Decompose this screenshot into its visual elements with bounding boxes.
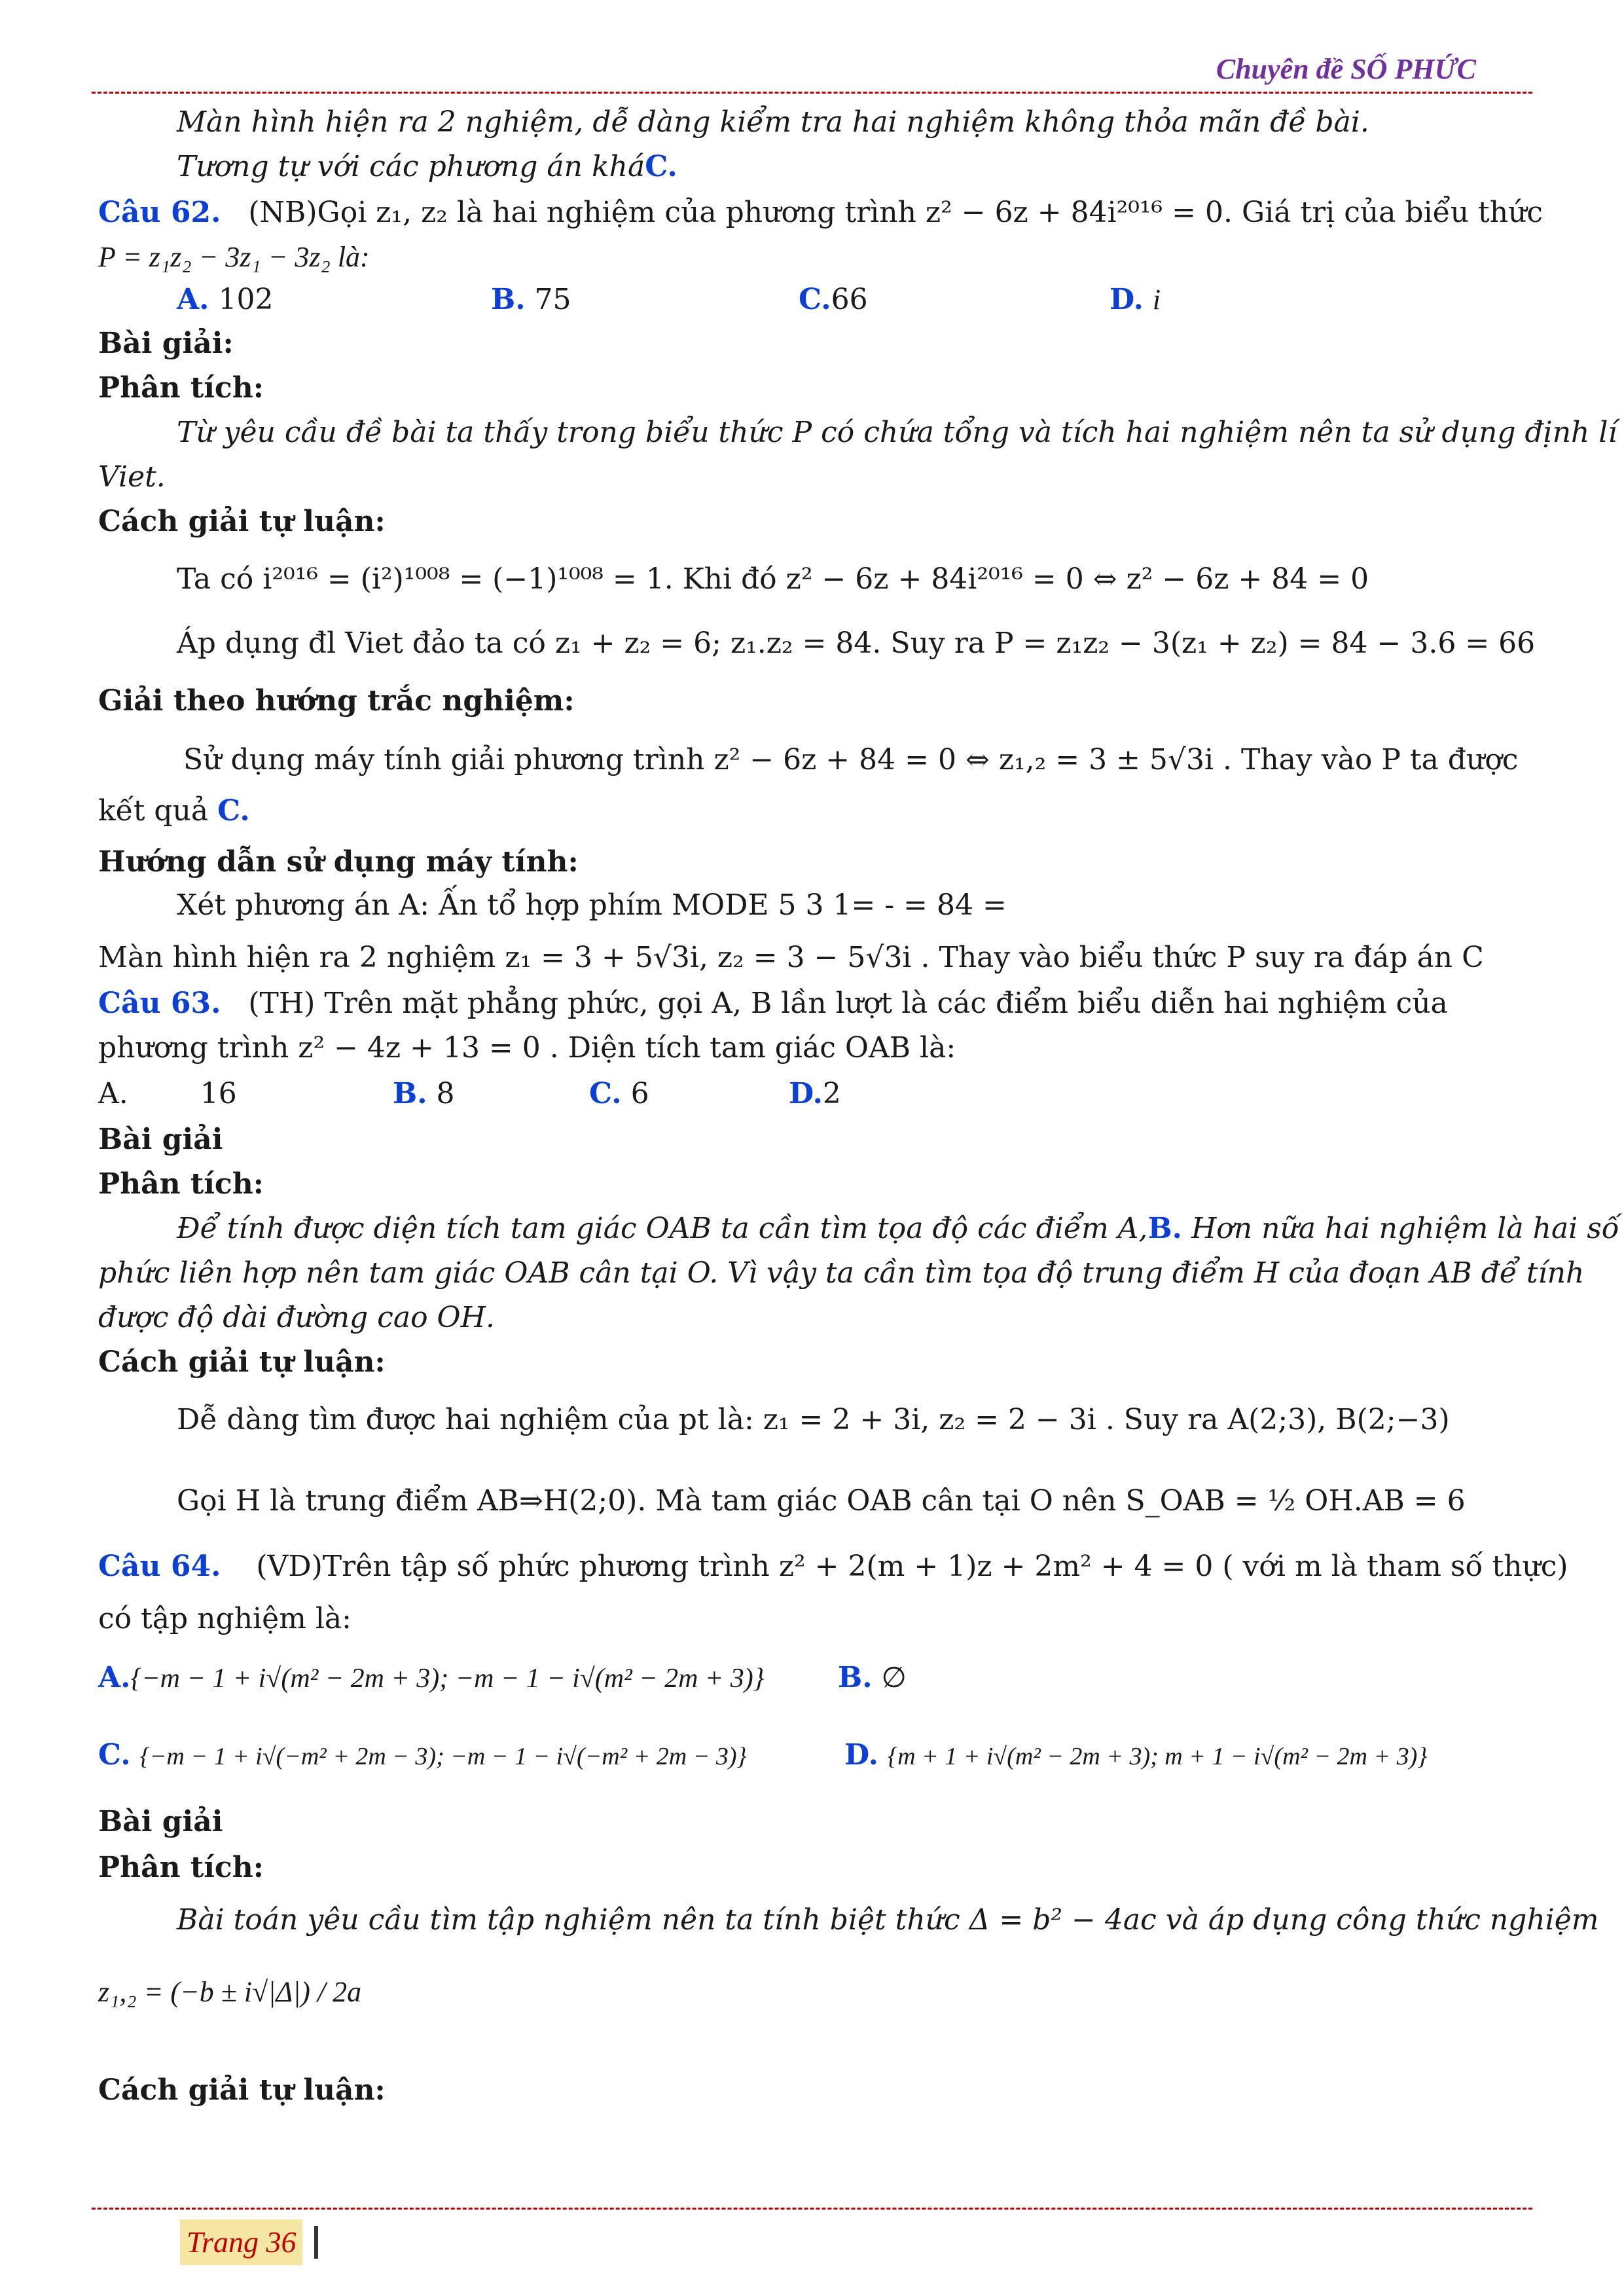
option-label: B. — [838, 1661, 873, 1694]
math-line: Màn hình hiện ra 2 nghiệm z₁ = 3 + 5√3i, z₂ = 3 − 5√3i . Thay vào biểu thức P suy ra đáp án C — [98, 941, 1484, 974]
section-heading: Hướng dẫn sử dụng máy tính: — [98, 845, 579, 879]
option-c — [98, 1734, 747, 1778]
text-line: phương trình z² − 4z + 13 = 0 . Diện tích tam giác OAB là: — [98, 1031, 956, 1065]
text-span: Để tính được diện tích tam giác OAB ta cần tìm tọa độ các điểm A, — [177, 1212, 1148, 1245]
option-text: 16 — [200, 1077, 237, 1110]
section-heading: Bài giải — [98, 1805, 223, 1838]
text-line: phức liên hợp nên tam giác OAB cân tại O. Vì vậy ta cần tìm tọa độ trung điểm H của đoạn AB để tính — [98, 1256, 1585, 1290]
section-heading: Phân tích: — [98, 1167, 264, 1201]
option-text: {m + 1 + i√(m² − 2m + 3); m + 1 − i√(m² − 2m + 3)} — [887, 1743, 1428, 1770]
option-c — [799, 278, 868, 321]
option-label: A. — [177, 283, 209, 316]
text-span: Hơn nữa hai nghiệm là hai số — [1182, 1212, 1619, 1245]
section-heading: Cách giải tự luận: — [98, 1345, 386, 1379]
section-heading: Giải theo hướng trắc nghiệm: — [98, 684, 575, 718]
text-line — [177, 145, 677, 189]
option-text: 6 — [630, 1077, 649, 1110]
math-line: Sử dụng máy tính giải phương trình z² − 6z + 84 = 0 ⇔ z₁,₂ = 3 ± 5√3i . Thay vào P ta được — [183, 743, 1519, 776]
section-heading: Bài giải — [98, 1123, 223, 1156]
question-text: (NB)Gọi z₁, z₂ là hai nghiệm của phương trình z² − 6z + 84i²⁰¹⁶ = 0. Giá trị của biểu thức — [248, 196, 1543, 229]
option-text: 66 — [831, 283, 868, 316]
option-text: {−m − 1 + i√(−m² + 2m − 3); −m − 1 − i√(−m² + 2m − 3)} — [139, 1743, 747, 1770]
text-line: Xét phương án A: Ấn tổ hợp phím MODE 5 3 1= - = 84 = — [177, 888, 1007, 922]
math-line: Dễ dàng tìm được hai nghiệm của pt là: z₁ = 2 + 3i, z₂ = 2 − 3i . Suy ra A(2;3), B(2;−3) — [177, 1403, 1450, 1436]
text-line — [98, 790, 250, 833]
section-heading: Bài giải: — [98, 327, 234, 360]
option-d — [789, 1072, 841, 1116]
text-line: có tập nghiệm là: — [98, 1602, 352, 1635]
text-line: Viet. — [98, 460, 166, 494]
text-line: P = z₁z₂ − 3z₁ − 3z₂ là: — [98, 241, 370, 273]
option-label: A. — [98, 1077, 128, 1110]
question-label: Câu 63. — [98, 987, 221, 1020]
answer-ref: C. — [645, 150, 677, 183]
option-text: 75 — [534, 283, 571, 316]
option-text: 2 — [822, 1077, 841, 1110]
option-text: {−m − 1 + i√(m² − 2m + 3); −m − 1 − i√(m² − 2m + 3)} — [130, 1664, 765, 1694]
option-label: D. — [1110, 283, 1144, 316]
header-title: Chuyên đề SỐ PHỨC — [1216, 53, 1476, 85]
question-text: (VD)Trên tập số phức phương trình z² + 2(m + 1)z + 2m² + 4 = 0 ( với m là tham số thực) — [256, 1550, 1568, 1583]
option-label: C. — [799, 283, 831, 316]
section-heading: Phân tích: — [98, 1851, 264, 1884]
section-heading: Phân tích: — [98, 371, 264, 405]
option-a — [98, 1072, 237, 1116]
math-line: Áp dụng đl Viet đảo ta có z₁ + z₂ = 6; z₁.z₂ = 84. Suy ra P = z₁z₂ − 3(z₁ + z₂) = 84 − 3.6 = 66 — [177, 627, 1536, 660]
text-span: kết quả — [98, 794, 218, 828]
footer-divider — [92, 2208, 1532, 2210]
option-label: D. — [844, 1738, 878, 1772]
option-label: B. — [491, 283, 526, 316]
option-label: C. — [589, 1077, 622, 1110]
option-b — [393, 1072, 455, 1116]
footer-separator — [314, 2226, 318, 2259]
option-d — [844, 1734, 1427, 1778]
question-text: (TH) Trên mặt phẳng phức, gọi A, B lần lượt là các điểm biểu diễn hai nghiệm của — [248, 987, 1448, 1020]
math-line: z₁,₂ = (−b ± i√|Δ|) / 2a — [98, 1976, 362, 2008]
option-label: B. — [393, 1077, 427, 1110]
section-heading: Cách giải tự luận: — [98, 505, 386, 538]
option-label: A. — [98, 1661, 131, 1694]
math-line: Ta có i²⁰¹⁶ = (i²)¹⁰⁰⁸ = (−1)¹⁰⁰⁸ = 1. Khi đó z² − 6z + 84i²⁰¹⁶ = 0 ⇔ z² − 6z + 84 = 0 — [177, 562, 1369, 596]
section-heading: Cách giải tự luận: — [98, 2073, 386, 2107]
option-a — [177, 278, 273, 321]
option-b — [491, 278, 571, 321]
option-c — [589, 1072, 649, 1116]
text-span: B. — [1147, 1212, 1182, 1245]
text-line: Màn hình hiện ra 2 nghiệm, dễ dàng kiểm tra hai nghiệm không thỏa mãn đề bài. — [177, 105, 1369, 139]
header-divider — [92, 92, 1532, 94]
option-label: D. — [789, 1077, 823, 1110]
option-b — [838, 1656, 907, 1700]
question-label: Câu 62. — [98, 196, 221, 229]
question-label: Câu 64. — [98, 1550, 221, 1583]
option-a — [98, 1656, 765, 1700]
text-span: Tương tự với các phương án khá — [177, 150, 645, 183]
option-label: C. — [98, 1738, 131, 1772]
math-line: Gọi H là trung điểm AB⇒H(2;0). Mà tam giác OAB cân tại O nên S_OAB = ½ OH.AB = 6 — [177, 1484, 1466, 1518]
option-text: 102 — [218, 283, 274, 316]
page-header — [0, 0, 1624, 92]
option-text: i — [1152, 283, 1161, 316]
text-line: Bài toán yêu cầu tìm tập nghiệm nên ta tính biệt thức Δ = b² − 4ac và áp dụng công thức nghiệm — [177, 1903, 1599, 1937]
option-text: ∅ — [881, 1661, 907, 1694]
text-line: Từ yêu cầu đề bài ta thấy trong biểu thức P có chứa tổng và tích hai nghiệm nên ta sử dụng định lí — [177, 416, 1617, 449]
option-d — [1110, 278, 1161, 321]
page-number: Trang 36 — [180, 2219, 302, 2265]
option-text: 8 — [436, 1077, 455, 1110]
question-63 — [98, 982, 1448, 1025]
text-line — [177, 1207, 1619, 1250]
text-line: được độ dài đường cao OH. — [98, 1301, 495, 1334]
question-62 — [98, 191, 1543, 234]
answer-ref: C. — [217, 794, 250, 828]
question-64 — [98, 1545, 1568, 1588]
